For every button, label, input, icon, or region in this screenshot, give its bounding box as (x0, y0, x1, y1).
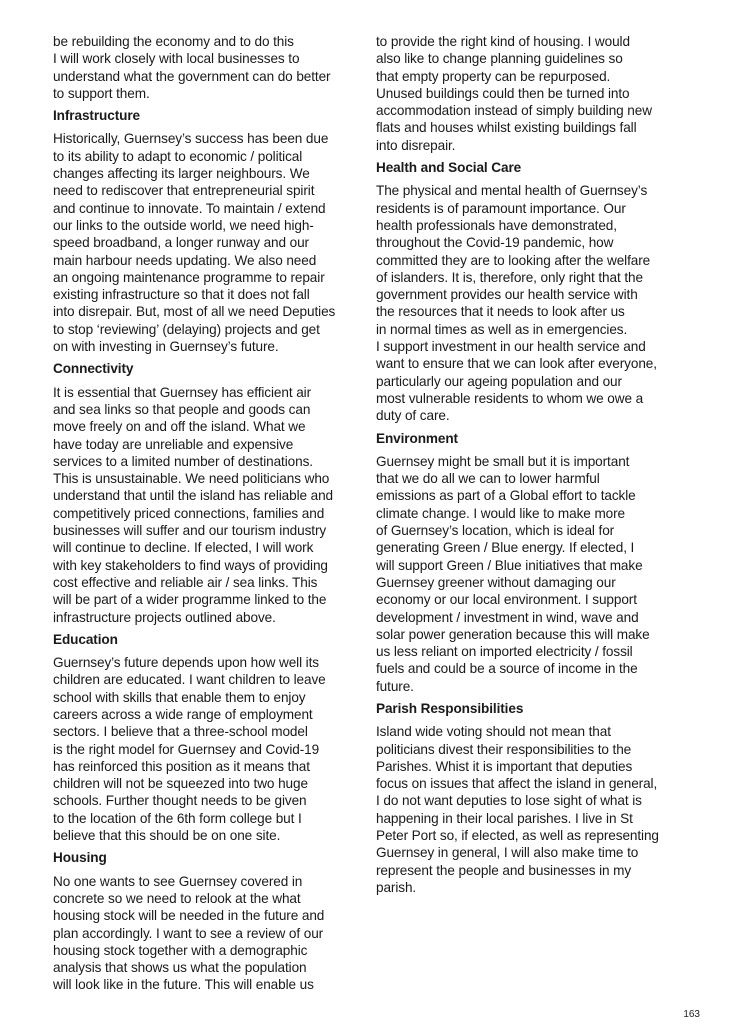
connectivity-heading: Connectivity (53, 361, 134, 377)
housing-continued-paragraph: to provide the right kind of housing. I would also like to change planning guidelines so that empty property can be repurposed. Unused buildings could then be turned into accommodation instead of simply building new flats and houses whilst existing buildings fall into disrepair. (376, 34, 652, 153)
right-column (376, 33, 688, 896)
left-column (53, 33, 363, 994)
environment-paragraph: Guernsey might be small but it is important that we do all we can to lower harmful emissions as part of a Global effort to tackle climate change. I would like to make more of Guernsey’s location, which is ideal for generating Green / Blue energy. If elected, I will support Green / Blue initiatives that make Guernsey greener without damaging our economy or our local environment. I support development / investment in wind, wave and solar power generation because this will make us less reliant on imported electricity / fossil fuels and could be a source of income in the future. (376, 453, 650, 694)
connectivity-paragraph: It is essential that Guernsey has efficient air and sea links so that people and goods can move freely on and off the island. What we have today are unreliable and expensive services to a limited number of destinations. This is unsustainable. We need politicians who understand that until the island has reliable and competitively priced connections, families and businesses will suffer and our tourism industry will continue to decline. If elected, I will work with key stakeholders to find ways of providing cost effective and reliable air / sea links. This will be part of a wider programme linked to the infrastructure projects outlined above. (53, 384, 334, 625)
housing-paragraph: No one wants to see Guernsey covered in concrete so we need to relook at the what housing stock will be needed in the future and plan accordingly. I want to see a review of our housing stock together with a demographic analysis that shows us what the population will look like in the future. This will enable us (53, 873, 325, 993)
health-paragraph: The physical and mental health of Guernsey’s residents is of paramount importance. Our health professionals have demonstrated, throughout the Covid-19 pandemic, how committed they are to looking after the welfare of islanders. It is, therefore, only right that the government provides our health service with the resources that it needs to look after us in normal times as well as in emergencies. I support investment in our health service and want to ensure that we can look after everyone, particularly our ageing population and our most vulnerable residents to whom we owe a duty of care. (376, 183, 657, 424)
environment-heading: Environment (376, 430, 458, 446)
education-paragraph: Guernsey’s future depends upon how well its children are educated. I want children to leave school with skills that enable them to enjoy careers across a wide range of employment sectors. I believe that a three-school model is the right model for Guernsey and Covid-19 has reinforced this position as it means that children will not be squeezed into two huge schools. Further thought needs to be given to the location of the 6th form college but I believe that this should be on one site. (53, 655, 326, 844)
health-heading: Health and Social Care (376, 160, 522, 176)
education-heading: Education (53, 631, 118, 647)
parish-paragraph: Island wide voting should not mean that politicians divest their responsibilities to the Parishes. Whist it is important that deputies focus on issues that affect the island in general, I do not want deputies to lose sight of what is happening in their local parishes. I live in St Peter Port so, if elected, as well as representing Guernsey in general, I will also make time to represent the people and businesses in my parish. (376, 724, 659, 895)
infrastructure-heading: Infrastructure (53, 108, 140, 124)
housing-heading: Housing (53, 850, 107, 866)
parish-heading: Parish Responsibilities (376, 700, 524, 716)
page-number: 163 (683, 1009, 700, 1020)
infrastructure-paragraph: Historically, Guernsey’s success has been due to its ability to adapt to economic / political changes affecting its larger neighbours. We need to rediscover that entrepreneurial spirit and continue to innovate. To maintain / extend our links to the outside world, we need high- speed broadband, a longer runway and our main harbour needs updating. We also need an ongoing maintenance programme to repair existing infrastructure so that it does not fall into disrepair. But, most of all we need Deputies to stop ‘reviewing’ (delaying) projects and get on with investing in Guernsey’s future. (53, 131, 336, 355)
intro-paragraph: be rebuilding the economy and to do this I will work closely with local businesses to understand what the government can do better to support them. (53, 34, 331, 101)
